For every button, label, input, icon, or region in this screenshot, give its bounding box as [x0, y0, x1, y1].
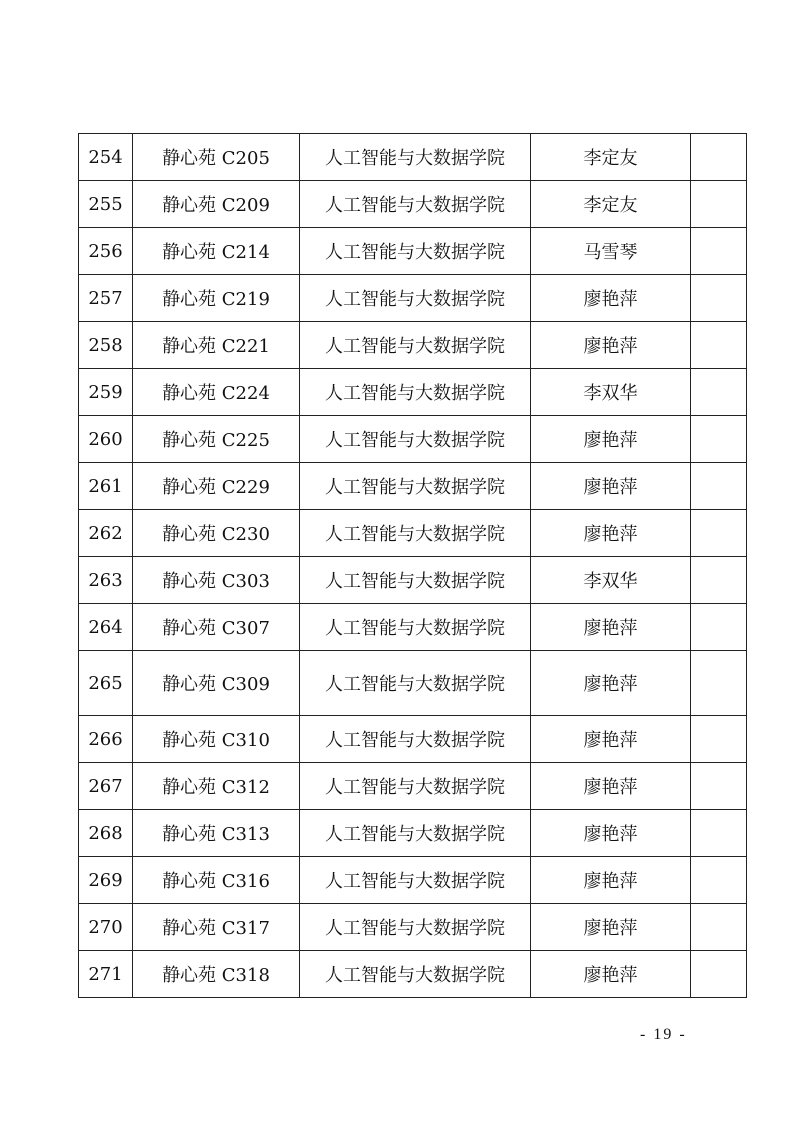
table-row — [79, 857, 747, 904]
contact-person-cell: 廖艳萍 — [531, 716, 691, 763]
remarks-cell — [691, 134, 747, 181]
contact-person-cell: 廖艳萍 — [531, 416, 691, 463]
table-row — [79, 763, 747, 810]
contact-person-cell: 马雪琴 — [531, 228, 691, 275]
college-cell: 人工智能与大数据学院 — [300, 369, 531, 416]
room-cell: 静心苑 C310 — [133, 716, 300, 763]
row-number-cell: 260 — [79, 416, 133, 463]
room-cell: 静心苑 C205 — [133, 134, 300, 181]
room-cell: 静心苑 C303 — [133, 557, 300, 604]
remarks-cell — [691, 951, 747, 998]
contact-person-cell: 廖艳萍 — [531, 604, 691, 651]
row-number-cell: 258 — [79, 322, 133, 369]
room-cell: 静心苑 C312 — [133, 763, 300, 810]
room-cell: 静心苑 C225 — [133, 416, 300, 463]
college-cell: 人工智能与大数据学院 — [300, 181, 531, 228]
document-page — [78, 133, 747, 998]
contact-person-cell: 廖艳萍 — [531, 322, 691, 369]
room-cell: 静心苑 C209 — [133, 181, 300, 228]
row-number-cell: 263 — [79, 557, 133, 604]
college-cell: 人工智能与大数据学院 — [300, 716, 531, 763]
remarks-cell — [691, 322, 747, 369]
college-cell: 人工智能与大数据学院 — [300, 904, 531, 951]
contact-person-cell: 廖艳萍 — [531, 951, 691, 998]
table-row — [79, 228, 747, 275]
row-number-cell: 270 — [79, 904, 133, 951]
college-cell: 人工智能与大数据学院 — [300, 651, 531, 716]
college-cell: 人工智能与大数据学院 — [300, 228, 531, 275]
remarks-cell — [691, 651, 747, 716]
remarks-cell — [691, 228, 747, 275]
remarks-cell — [691, 604, 747, 651]
row-number-cell: 257 — [79, 275, 133, 322]
table-row — [79, 369, 747, 416]
table-row — [79, 510, 747, 557]
row-number-cell: 265 — [79, 651, 133, 716]
row-number-cell: 259 — [79, 369, 133, 416]
row-number-cell: 262 — [79, 510, 133, 557]
remarks-cell — [691, 810, 747, 857]
remarks-cell — [691, 510, 747, 557]
remarks-cell — [691, 181, 747, 228]
table-row — [79, 134, 747, 181]
contact-person-cell: 李定友 — [531, 181, 691, 228]
remarks-cell — [691, 716, 747, 763]
contact-person-cell: 李双华 — [531, 369, 691, 416]
contact-person-cell: 廖艳萍 — [531, 651, 691, 716]
college-cell: 人工智能与大数据学院 — [300, 510, 531, 557]
remarks-cell — [691, 416, 747, 463]
college-cell: 人工智能与大数据学院 — [300, 134, 531, 181]
college-cell: 人工智能与大数据学院 — [300, 463, 531, 510]
table-row — [79, 181, 747, 228]
dormitory-table — [78, 133, 747, 998]
college-cell: 人工智能与大数据学院 — [300, 275, 531, 322]
page-number: - 19 - — [640, 1026, 687, 1043]
row-number-cell: 268 — [79, 810, 133, 857]
table-row — [79, 810, 747, 857]
row-number-cell: 255 — [79, 181, 133, 228]
room-cell: 静心苑 C307 — [133, 604, 300, 651]
contact-person-cell: 李定友 — [531, 134, 691, 181]
remarks-cell — [691, 557, 747, 604]
table-row — [79, 275, 747, 322]
remarks-cell — [691, 857, 747, 904]
table-row — [79, 716, 747, 763]
row-number-cell: 267 — [79, 763, 133, 810]
room-cell: 静心苑 C224 — [133, 369, 300, 416]
table-row — [79, 904, 747, 951]
remarks-cell — [691, 463, 747, 510]
remarks-cell — [691, 904, 747, 951]
table-row — [79, 604, 747, 651]
room-cell: 静心苑 C229 — [133, 463, 300, 510]
table-body — [79, 134, 747, 998]
row-number-cell: 266 — [79, 716, 133, 763]
row-number-cell: 254 — [79, 134, 133, 181]
college-cell: 人工智能与大数据学院 — [300, 810, 531, 857]
table-row — [79, 651, 747, 716]
college-cell: 人工智能与大数据学院 — [300, 951, 531, 998]
room-cell: 静心苑 C313 — [133, 810, 300, 857]
college-cell: 人工智能与大数据学院 — [300, 604, 531, 651]
room-cell: 静心苑 C219 — [133, 275, 300, 322]
contact-person-cell: 廖艳萍 — [531, 510, 691, 557]
contact-person-cell: 廖艳萍 — [531, 857, 691, 904]
remarks-cell — [691, 369, 747, 416]
row-number-cell: 264 — [79, 604, 133, 651]
table-row — [79, 463, 747, 510]
contact-person-cell: 廖艳萍 — [531, 810, 691, 857]
college-cell: 人工智能与大数据学院 — [300, 557, 531, 604]
college-cell: 人工智能与大数据学院 — [300, 416, 531, 463]
row-number-cell: 271 — [79, 951, 133, 998]
room-cell: 静心苑 C316 — [133, 857, 300, 904]
table-row — [79, 416, 747, 463]
row-number-cell: 269 — [79, 857, 133, 904]
college-cell: 人工智能与大数据学院 — [300, 322, 531, 369]
contact-person-cell: 廖艳萍 — [531, 763, 691, 810]
room-cell: 静心苑 C317 — [133, 904, 300, 951]
table-row — [79, 951, 747, 998]
contact-person-cell: 廖艳萍 — [531, 904, 691, 951]
row-number-cell: 261 — [79, 463, 133, 510]
college-cell: 人工智能与大数据学院 — [300, 857, 531, 904]
table-row — [79, 557, 747, 604]
table-row — [79, 322, 747, 369]
row-number-cell: 256 — [79, 228, 133, 275]
room-cell: 静心苑 C230 — [133, 510, 300, 557]
room-cell: 静心苑 C214 — [133, 228, 300, 275]
room-cell: 静心苑 C309 — [133, 651, 300, 716]
contact-person-cell: 李双华 — [531, 557, 691, 604]
room-cell: 静心苑 C318 — [133, 951, 300, 998]
remarks-cell — [691, 275, 747, 322]
college-cell: 人工智能与大数据学院 — [300, 763, 531, 810]
contact-person-cell: 廖艳萍 — [531, 275, 691, 322]
remarks-cell — [691, 763, 747, 810]
room-cell: 静心苑 C221 — [133, 322, 300, 369]
contact-person-cell: 廖艳萍 — [531, 463, 691, 510]
